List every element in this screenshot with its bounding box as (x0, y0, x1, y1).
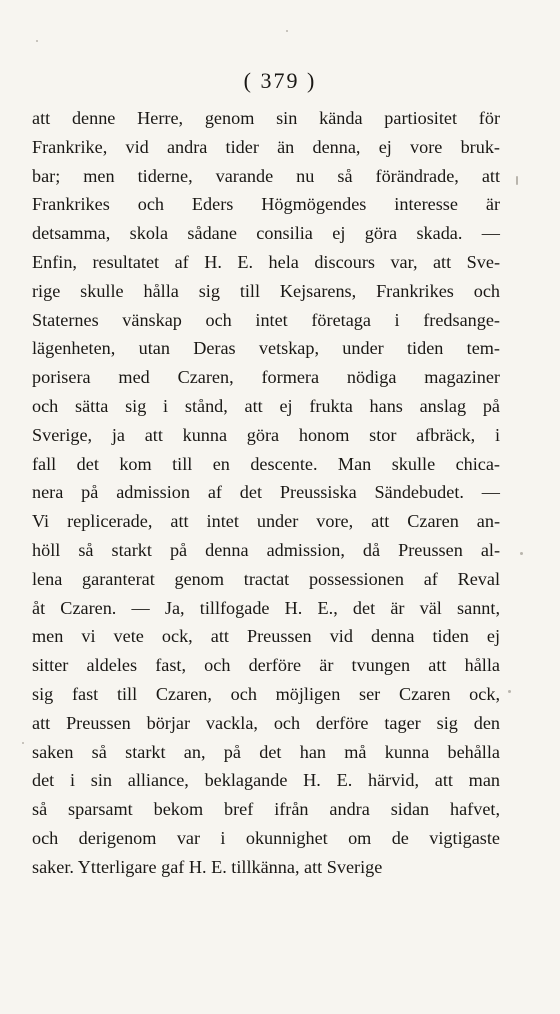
text-line: Frankrikes och Eders Högmögendes interesse är (32, 194, 500, 215)
text-line: saken så starkt an, på det han må kunna behålla (32, 741, 500, 762)
paper-speck (286, 30, 288, 32)
text-line: sig fast till Czaren, och möjligen ser Czaren ock, (32, 683, 500, 704)
text-line: att denne Herre, genom sin kända partiositet för (32, 108, 500, 128)
paper-speck (516, 176, 518, 185)
text-line: detsamma, skola sådane consilia ej göra skada. — (32, 223, 500, 244)
text-line: och derigenom var i okunnighet om de vigtigaste (32, 827, 500, 848)
text-line: åt Czaren. — Ja, tillfogade H. E., det är väl sannt, (32, 597, 500, 618)
text-line: lägenheten, utan Deras vetskap, under tiden tem- (32, 338, 500, 359)
text-line: det i sin alliance, beklagande H. E. härvid, att man (32, 770, 500, 791)
paper-speck (520, 552, 523, 555)
body-text (32, 104, 500, 882)
text-line: Staternes vänskap och intet företaga i fredsange- (32, 309, 500, 330)
text-line: fall det kom till en descente. Man skulle chica- (32, 453, 500, 474)
text-line: Sverige, ja att kunna göra honom stor afbräck, i (32, 424, 500, 445)
text-line: bar; men tiderne, varande nu så förändrade, att (32, 165, 500, 186)
text-line: porisera med Czaren, formera nödiga magaziner (32, 367, 500, 388)
text-line: Frankrike, vid andra tider än denna, ej vore bruk- (32, 136, 500, 157)
paper-speck (508, 690, 511, 693)
text-line: att Preussen börjar vackla, och derföre tager sig den (32, 712, 500, 733)
text-line: lena garanterat genom tractat possessionen af Reval (32, 568, 500, 589)
text-line: så sparsamt bekom bref ifrån andra sidan hafvet, (32, 799, 500, 820)
paper-speck (22, 742, 24, 744)
page-number: ( 379 ) (243, 68, 317, 93)
text-line: Enfin, resultatet af H. E. hela discours var, att Sve- (32, 251, 500, 272)
text-line: sitter aldeles fast, och derföre är tvungen att hålla (32, 655, 500, 676)
text-line: men vi vete ock, att Preussen vid denna tiden ej (32, 626, 500, 647)
paper-speck (36, 40, 38, 42)
text-line: nera på admission af det Preussiska Sändebudet. — (32, 482, 500, 503)
text-line: Vi replicerade, att intet under vore, att Czaren an- (32, 511, 500, 532)
text-line: höll så starkt på denna admission, då Preussen al- (32, 539, 500, 560)
text-line: och sätta sig i stånd, att ej frukta hans anslag på (32, 395, 500, 416)
text-line: saker. Ytterligare gaf H. E. tillkänna, att Sverige (32, 856, 383, 877)
text-line: rige skulle hålla sig till Kejsarens, Frankrikes och (32, 280, 500, 301)
